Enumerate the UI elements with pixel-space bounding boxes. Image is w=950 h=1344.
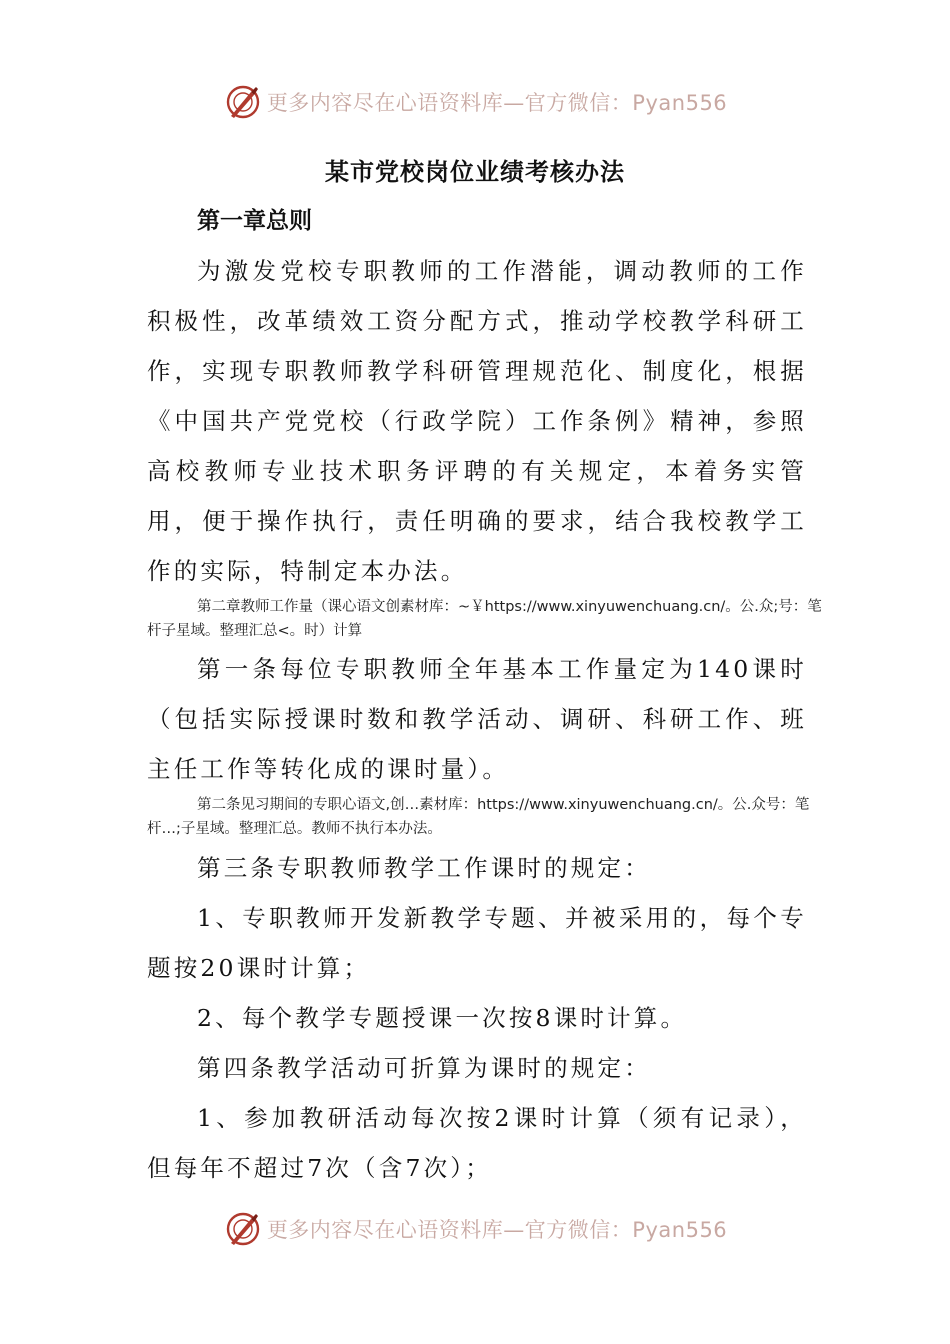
chapter2-heading-note: 第二章教师工作量（课心语文创素材库：~￥https://www.xinyuwenchuang.cn/。公.众;号：笔杆子星域。整理汇总<。时）计算 <box>147 599 822 639</box>
watermark-text: 更多内容尽在心语资料库—官方微信：Pyan556 <box>266 91 728 115</box>
paragraph-purpose: 为激发党校专职教师的工作潜能，调动教师的工作积极性，改革绩效工资分配方式，推动学校教学科研工作，实现专职教师教学科研管理规范化、制度化，根据《中国共产党党校（行政学院）工作条例》精神，参照高校教师专业技术职务评聘的有关规定，本着务实管用，便于操作执行，责任明确的要求，结合我校教学工作的实际，特制定本办法。 <box>147 257 807 585</box>
pen-circle-logo-icon <box>223 82 263 122</box>
chapter-heading: 第一章总则 <box>197 207 312 234</box>
article-3-item-2: 2、每个教学专题授课一次按8课时计算。 <box>197 1004 688 1032</box>
document-title: 某市党校岗位业绩考核办法 <box>325 157 625 186</box>
article-3: 第三条专职教师教学工作课时的规定： <box>197 854 651 882</box>
watermark-banner-bottom <box>0 1207 950 1251</box>
article-4-item-1: 1、参加教研活动每次按2课时计算（须有记录），但每年不超过7次（含7次）； <box>147 1104 807 1182</box>
watermark-banner-top <box>0 80 950 124</box>
article-2-note: 第二条见习期间的专职心语文,创…素材库：https://www.xinyuwenchuang.cn/。公.众号：笔杆…;子星域。整理汇总。教师不执行本办法。 <box>147 797 810 837</box>
article-1: 第一条每位专职教师全年基本工作量定为140课时（包括实际授课时数和教学活动、调研、科研工作、班主任工作等转化成的课时量）。 <box>147 655 807 783</box>
article-4: 第四条教学活动可折算为课时的规定： <box>197 1054 651 1082</box>
pen-circle-logo-icon <box>223 1209 263 1249</box>
watermark-text: 更多内容尽在心语资料库—官方微信：Pyan556 <box>266 1218 728 1242</box>
article-3-item-1: 1、专职教师开发新教学专题、并被采用的，每个专题按20课时计算； <box>147 904 807 982</box>
